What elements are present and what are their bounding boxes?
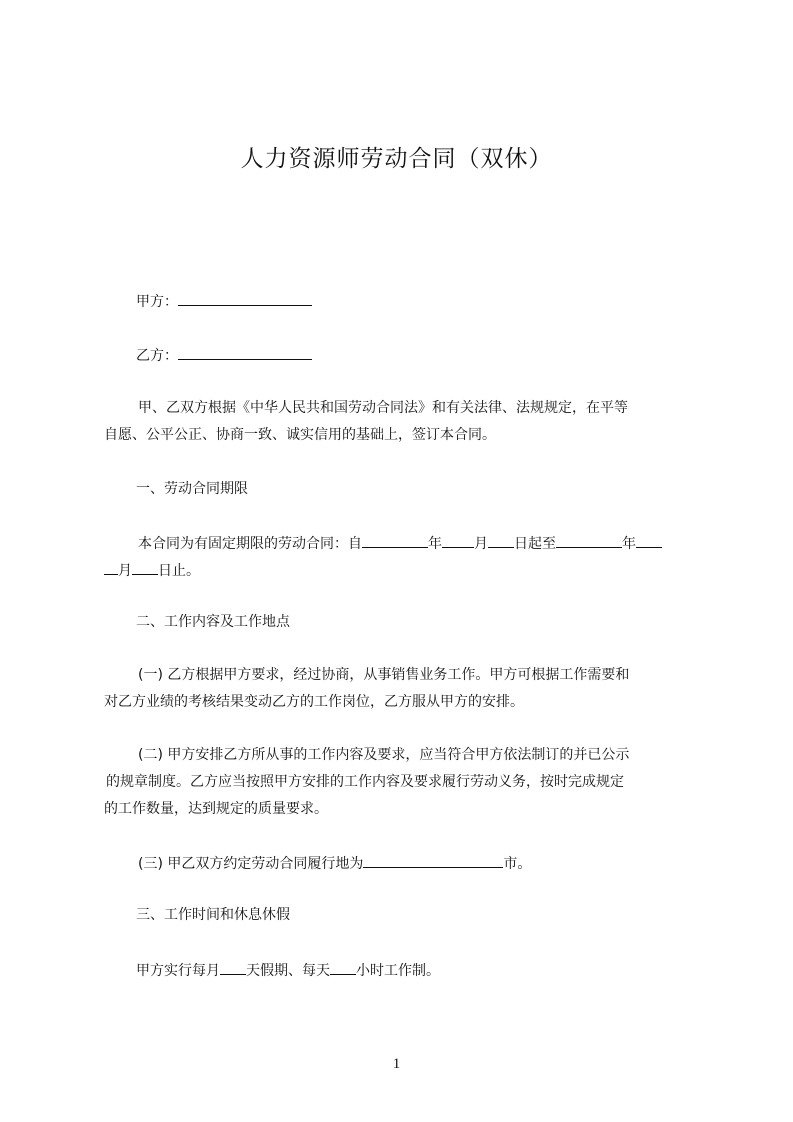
end-day-blank[interactable] [132,560,158,575]
hours-text-c: 小时工作制。 [356,963,440,979]
start-month-blank[interactable] [442,533,474,548]
end-year-blank[interactable] [556,533,622,548]
term-text-month: 月 [474,536,488,552]
term-line-1 [138,533,738,553]
end-month-blank-cont[interactable] [104,560,118,575]
term-text-year: 年 [428,536,442,552]
days-off-blank[interactable] [220,960,246,975]
s2-p2-line-1: (二) 甲方安排乙方所从事的工作内容及要求，应当符合甲方依法制订的并已公示 [138,747,630,763]
party-a-label: 甲方： [136,294,178,310]
hours-text-b: 天假期、每天 [246,963,330,979]
term-text-month-2: 月 [118,563,132,579]
section-2-heading: 二、工作内容及工作地点 [136,614,290,630]
party-b-label: 乙方： [136,348,178,364]
party-b-blank[interactable] [178,345,312,360]
term-text-a: 本合同为有固定期限的劳动合同：自 [138,536,362,552]
s2-p1-line-2: 对乙方业绩的考核结果变动乙方的工作岗位，乙方服从甲方的安排。 [104,694,524,710]
s2-p3-line [138,853,738,873]
workplace-text-a: (三) 甲乙双方约定劳动合同履行地为 [138,856,364,872]
party-a-line [136,291,736,311]
term-text-year-2: 年 [622,536,636,552]
hours-text-a: 甲方实行每月 [136,963,220,979]
page-number: 1 [392,1056,401,1072]
workplace-text-b: 市。 [503,856,532,872]
term-line-2 [104,560,704,580]
s3-p1-line [136,960,736,980]
party-b-line [136,345,736,365]
workplace-city-blank[interactable] [363,853,503,868]
start-year-blank[interactable] [362,533,428,548]
start-day-blank[interactable] [488,533,514,548]
intro-line-2: 自愿、公平公正、协商一致、诚实信用的基础上，签订本合同。 [104,427,496,443]
document-title: 人力资源师劳动合同（双休） [240,146,553,172]
daily-hours-blank[interactable] [330,960,356,975]
section-3-heading: 三、工作时间和休息休假 [136,907,290,923]
s2-p1-line-1: (一) 乙方根据甲方要求，经过协商，从事销售业务工作。甲方可根据工作需要和 [138,667,630,683]
section-1-heading: 一、劳动合同期限 [136,481,248,497]
s2-p2-line-3: 的工作数量，达到规定的质量要求。 [104,801,328,817]
party-a-blank[interactable] [178,291,312,306]
s2-p2-line-2: 的规章制度。乙方应当按照甲方安排的工作内容及要求履行劳动义务，按时完成规定 [106,774,624,790]
term-text-end: 日止。 [158,563,200,579]
intro-line-1: 甲、乙双方根据《中华人民共和国劳动合同法》和有关法律、法规规定，在平等 [138,400,628,416]
end-month-blank[interactable] [636,533,662,548]
term-text-until: 日起至 [514,536,556,552]
